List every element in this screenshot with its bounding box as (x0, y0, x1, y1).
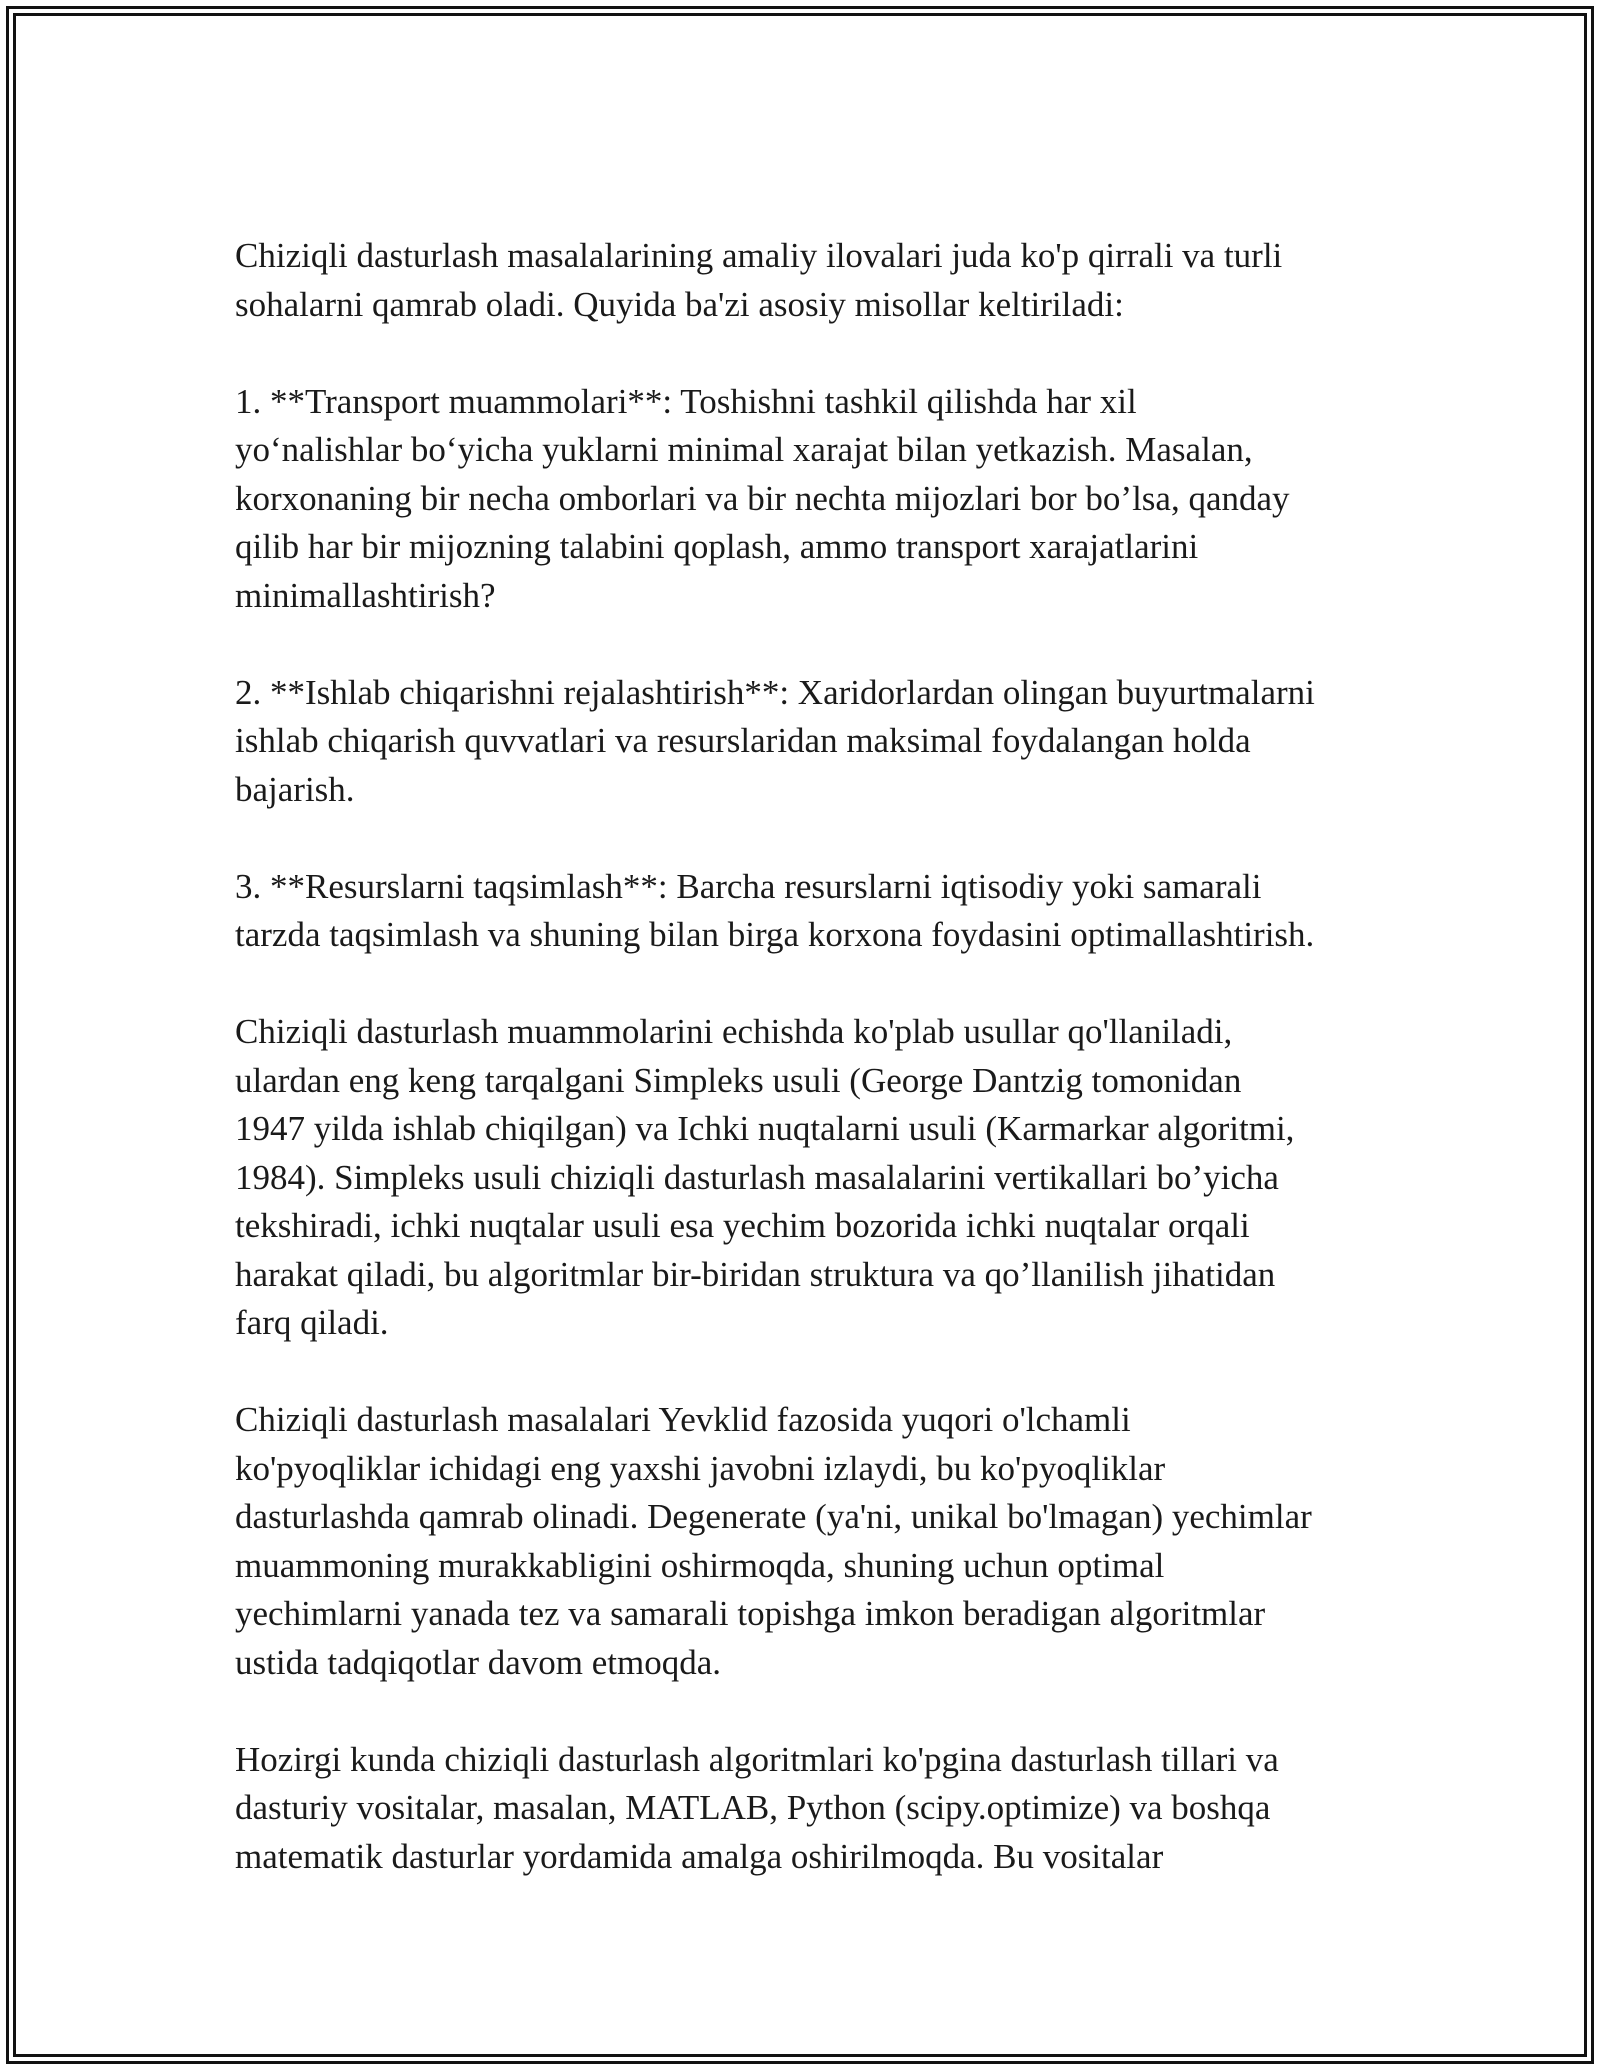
paragraph-transport: 1. **Transport muammolari**: Toshishni tashkil qilishda har xil yo‘nalishlar bo‘yicha yuklarni minimal xarajat bilan yetkazish. Masalan, korxonaning bir necha omborlari va bir nechta mijozlari bor bo’lsa, qanday qilib har bir mijozning talabini qoplash, ammo transport xarajatlarini minimallashtirish? (235, 381, 1290, 615)
paragraph-production: 2. **Ishlab chiqarishni rejalashtirish**: Xaridorlardan olingan buyurtmalarni ishlab chiqarish quvvatlari va resurslaridan maksimal foydalangan holda bajarish. (235, 672, 1315, 809)
paragraph-intro: Chiziqli dasturlash masalalarining amaliy ilovalari juda ko'p qirrali va turli sohalarni qamrab oladi. Quyida ba'zi asosiy misollar keltiriladi: (235, 236, 1283, 324)
paragraph-euclid: Chiziqli dasturlash masalalari Yevklid fazosida yuqori o'lchamli ko'pyoqliklar ichidagi eng yaxshi javobni izlaydi, bu ko'pyoqliklar dasturlashda qamrab olinadi. Degenerate (ya'ni, unikal bo'lmagan) yechimlar muammoning murakkabligini oshirmoqda, shuning uchun optimal yechimlarni yanada tez va samarali topishga imkon beradigan algoritmlar ustida tadqiqotlar davom etmoqda. (235, 1400, 1312, 1682)
document-body (235, 232, 1375, 1930)
paragraph-tools: Hozirgi kunda chiziqli dasturlash algoritmlari ko'pgina dasturlash tillari va dasturiy vositalar, masalan, MATLAB, Python (scipy.optimize) va boshqa matematik dasturlar yordamida amalga oshirilmoqda. Bu vositalar (235, 1739, 1279, 1876)
paragraph-resources: 3. **Resurslarni taqsimlash**: Barcha resurslarni iqtisodiy yoki samarali tarzda taqsimlash va shuning bilan birga korxona foydasini optimallashtirish. (235, 866, 1315, 954)
paragraph-methods: Chiziqli dasturlash muammolarini echishda ko'plab usullar qo'llaniladi, ulardan eng keng tarqalgani Simpleks usuli (George Dantzig tomonidan 1947 yilda ishlab chiqilgan) va Ichki nuqtalarni usuli (Karmarkar algoritmi, 1984). Simpleks usuli chiziqli dasturlash masalalarini vertikallari bo’yicha tekshiradi, ichki nuqtalar usuli esa yechim bozorida ichki nuqtalar orqali harakat qiladi, bu algoritmlar bir-biridan struktura va qo’llanilish jihatidan farq qiladi. (235, 1012, 1295, 1342)
